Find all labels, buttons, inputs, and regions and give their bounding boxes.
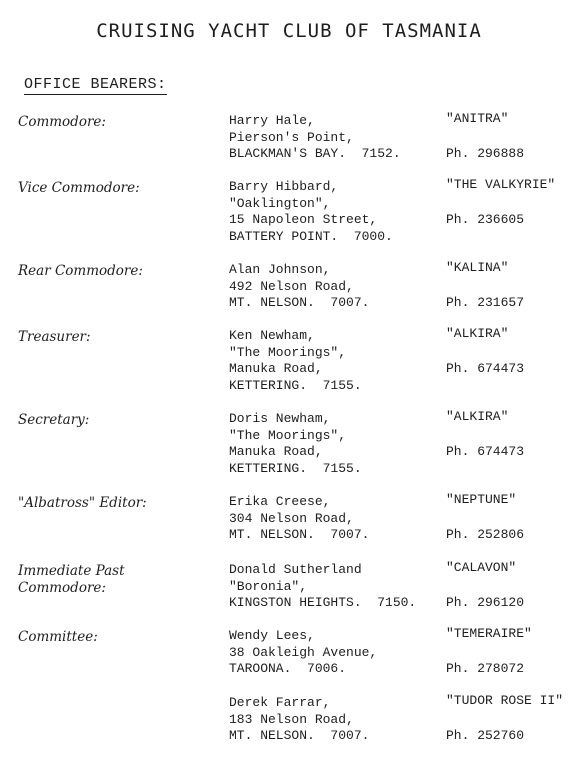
address-line: MT. NELSON. 7007. (229, 527, 370, 543)
address-line: TAROONA. 7006. (229, 661, 347, 677)
address-line: BLACKMAN'S BAY. 7152. (229, 146, 401, 162)
role-label: Treasurer: (18, 329, 91, 345)
address-line: KETTERING. 7155. (229, 377, 362, 393)
address-line: MT. NELSON. 7007. (229, 295, 370, 311)
address-block (229, 113, 401, 163)
address-block (229, 695, 369, 745)
address-line: MT. NELSON. 7007. (229, 728, 370, 744)
address-block (229, 262, 369, 312)
boat-name: "ALKIRA" (446, 326, 509, 341)
document-title: CRUISING YACHT CLUB OF TASMANIA (96, 20, 482, 42)
role-label: Committee: (18, 629, 98, 645)
address-line: 304 Nelson Road, (229, 510, 354, 526)
boat-name: "NEPTUNE" (446, 492, 517, 507)
member-name: Donald Sutherland (229, 562, 362, 577)
address-line: Manuka Road, (229, 361, 323, 377)
boat-name: "ANITRA" (446, 111, 509, 126)
address-line: Manuka Road, (229, 444, 323, 460)
phone-number: Ph. 252806 (446, 527, 525, 543)
address-block (229, 328, 362, 394)
phone-number: Ph. 296888 (446, 146, 525, 162)
boat-name: "TUDOR ROSE II" (446, 693, 564, 708)
section-heading-text: OFFICE BEARERS: (24, 76, 167, 93)
address-block (229, 411, 362, 477)
member-name: Erika Creese, (229, 494, 331, 509)
address-block (229, 628, 377, 678)
role-label: "Albatross" Editor: (18, 495, 147, 511)
address-line: 38 Oakleigh Avenue, (229, 644, 378, 660)
member-name: Derek Farrar, (229, 695, 331, 710)
address-line: "Boronia", (229, 578, 308, 594)
address-block (229, 562, 416, 612)
phone-number: Ph. 296120 (446, 595, 525, 611)
address-line: BATTERY POINT. 7000. (229, 228, 393, 244)
boat-name: "KALINA" (446, 260, 509, 275)
member-name: Doris Newham, (229, 411, 331, 426)
phone-number: Ph. 231657 (446, 295, 525, 311)
role-label: Vice Commodore: (18, 180, 140, 196)
phone-number: Ph. 236605 (446, 212, 525, 228)
boat-name: "CALAVON" (446, 560, 517, 575)
boat-name: "THE VALKYRIE" (446, 177, 556, 192)
boat-name: "TEMERAIRE" (446, 626, 532, 641)
address-line: KINGSTON HEIGHTS. 7150. (229, 595, 417, 611)
role-label: Rear Commodore: (18, 263, 143, 279)
boat-name: "ALKIRA" (446, 409, 509, 424)
phone-number: Ph. 674473 (446, 361, 525, 377)
member-name: Wendy Lees, (229, 628, 315, 643)
phone-number: Ph. 674473 (446, 444, 525, 460)
member-name: Ken Newham, (229, 328, 315, 343)
address-block (229, 179, 393, 245)
member-name: Barry Hibbard, (229, 179, 339, 194)
address-line: 15 Napoleon Street, (229, 212, 378, 228)
role-label: Commodore: (18, 114, 106, 130)
member-name: Alan Johnson, (229, 262, 331, 277)
address-line: 183 Nelson Road, (229, 711, 354, 727)
address-line: "Oaklington", (229, 195, 331, 211)
phone-number: Ph. 278072 (446, 661, 525, 677)
section-heading (24, 76, 167, 93)
role-label: Immediate Past Commodore: (18, 563, 125, 596)
phone-number: Ph. 252760 (446, 728, 525, 744)
address-line: 492 Nelson Road, (229, 278, 354, 294)
member-name: Harry Hale, (229, 113, 315, 128)
address-block (229, 494, 369, 544)
address-line: KETTERING. 7155. (229, 460, 362, 476)
address-line: "The Moorings", (229, 344, 347, 360)
address-line: Pierson's Point, (229, 129, 354, 145)
role-label: Secretary: (18, 412, 90, 428)
address-line: "The Moorings", (229, 427, 347, 443)
